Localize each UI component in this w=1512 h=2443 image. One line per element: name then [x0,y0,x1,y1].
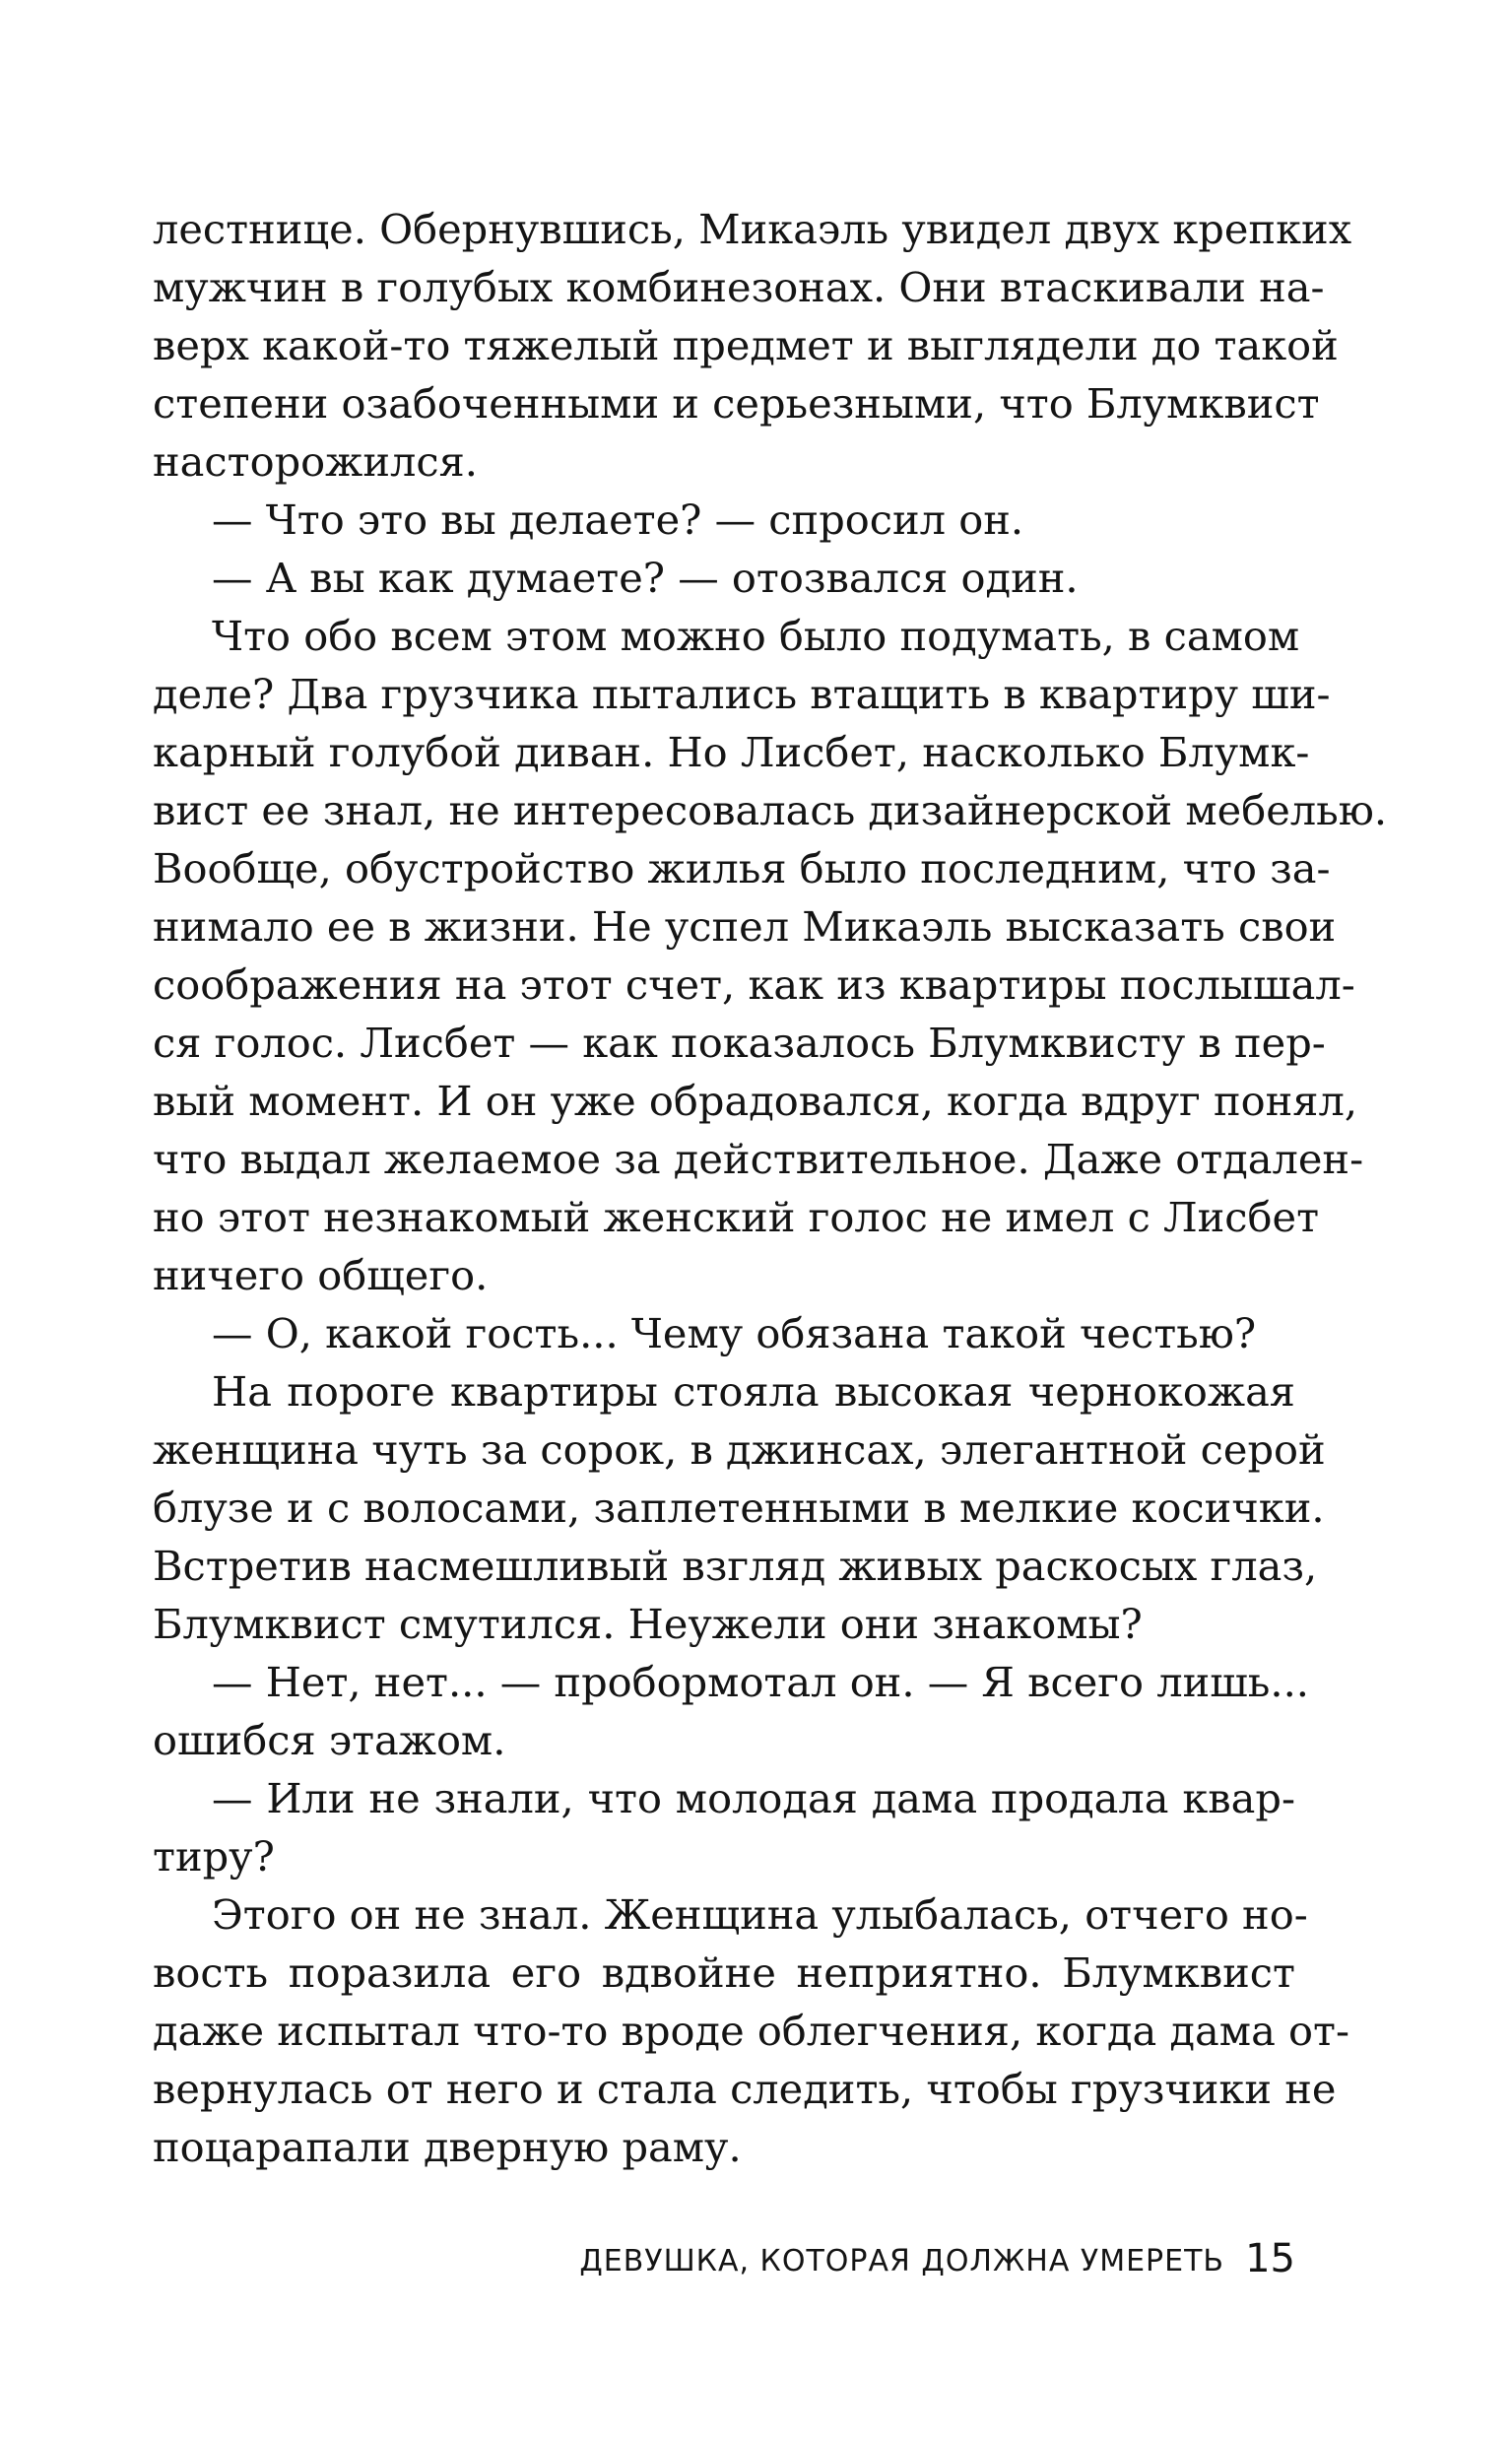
text-line: вый момент. И он уже обрадовался, когда вдруг понял, [153,1077,1358,1125]
page-number: 15 [1245,2236,1295,2281]
text-line: что выдал желаемое за действительное. Даже отдален- [153,1135,1364,1183]
text-line: — О, какой гость... Чему обязана такой честью? [212,1309,1257,1357]
text-line: Этого он не знал. Женщина улыбалась, отчего но- [212,1890,1308,1939]
text-line: Вообще, обустройство жилья было последним, что за- [153,844,1331,892]
text-line: ся голос. Лисбет — как показалось Блумквисту в пер- [153,1019,1326,1067]
body-text [153,200,1388,2176]
page-footer [0,2232,1295,2291]
text-line: Встретив насмешливый взгляд живых раскосых глаз, [153,1542,1318,1590]
text-line: — Нет, нет... — пробормотал он. — Я всего лишь... [212,1658,1309,1706]
text-line: — А вы как думаете? — отозвался один. [212,554,1079,602]
text-line: но этот незнакомый женский голос не имел с Лисбет [153,1193,1320,1241]
text-line: женщина чуть за сорок, в джинсах, элегантной серой [153,1425,1326,1474]
text-line: карный голубой диван. Но Лисбет, насколько Блумк- [153,728,1310,776]
text-line: На пороге квартиры стояла высокая чернокожая [212,1367,1295,1416]
text-line: лестнице. Обернувшись, Микаэль увидел двух крепких [153,205,1352,253]
text-line: насторожился. [153,437,478,486]
text-line: тиру? [153,1832,275,1881]
text-line: мужчин в голубых комбинезонах. Они втаскивали на- [153,263,1325,311]
text-line: Что обо всем этом можно было подумать, в самом [212,612,1300,660]
text-line: ничего общего. [153,1251,489,1299]
text-line: деле? Два грузчика пытались втащить в квартиру ши- [153,670,1331,718]
text-line: Блумквист смутился. Неужели они знакомы? [153,1600,1143,1648]
text-line: — Что это вы делаете? — спросил он. [212,495,1024,544]
text-line: даже испытал что-то вроде облегчения, когда дама от- [153,2007,1349,2055]
text-line: верх какой-то тяжелый предмет и выглядели до такой [153,321,1339,369]
text-line: вист ее знал, не интересовалась дизайнерской мебелью. [153,786,1388,834]
text-line: степени озабоченными и серьезными, что Блумквист [153,379,1320,428]
running-title: ДЕВУШКА, КОТОРАЯ ДОЛЖНА УМЕРЕТЬ [579,2244,1224,2278]
text-line: поцарапали дверную раму. [153,2123,742,2171]
text-line: соображения на этот счет, как из квартиры послышал- [153,960,1355,1009]
text-line: вость поразила его вдвойне неприятно. Блумквист [153,1948,1295,1997]
text-line: нимало ее в жизни. Не успел Микаэль высказать свои [153,902,1337,951]
text-line: блузе и с волосами, заплетенными в мелкие косички. [153,1484,1325,1532]
text-line: вернулась от него и стала следить, чтобы грузчики не [153,2065,1337,2113]
text-line: ошибся этажом. [153,1716,506,1764]
text-line: — Или не знали, что молодая дама продала квар- [212,1774,1295,1822]
